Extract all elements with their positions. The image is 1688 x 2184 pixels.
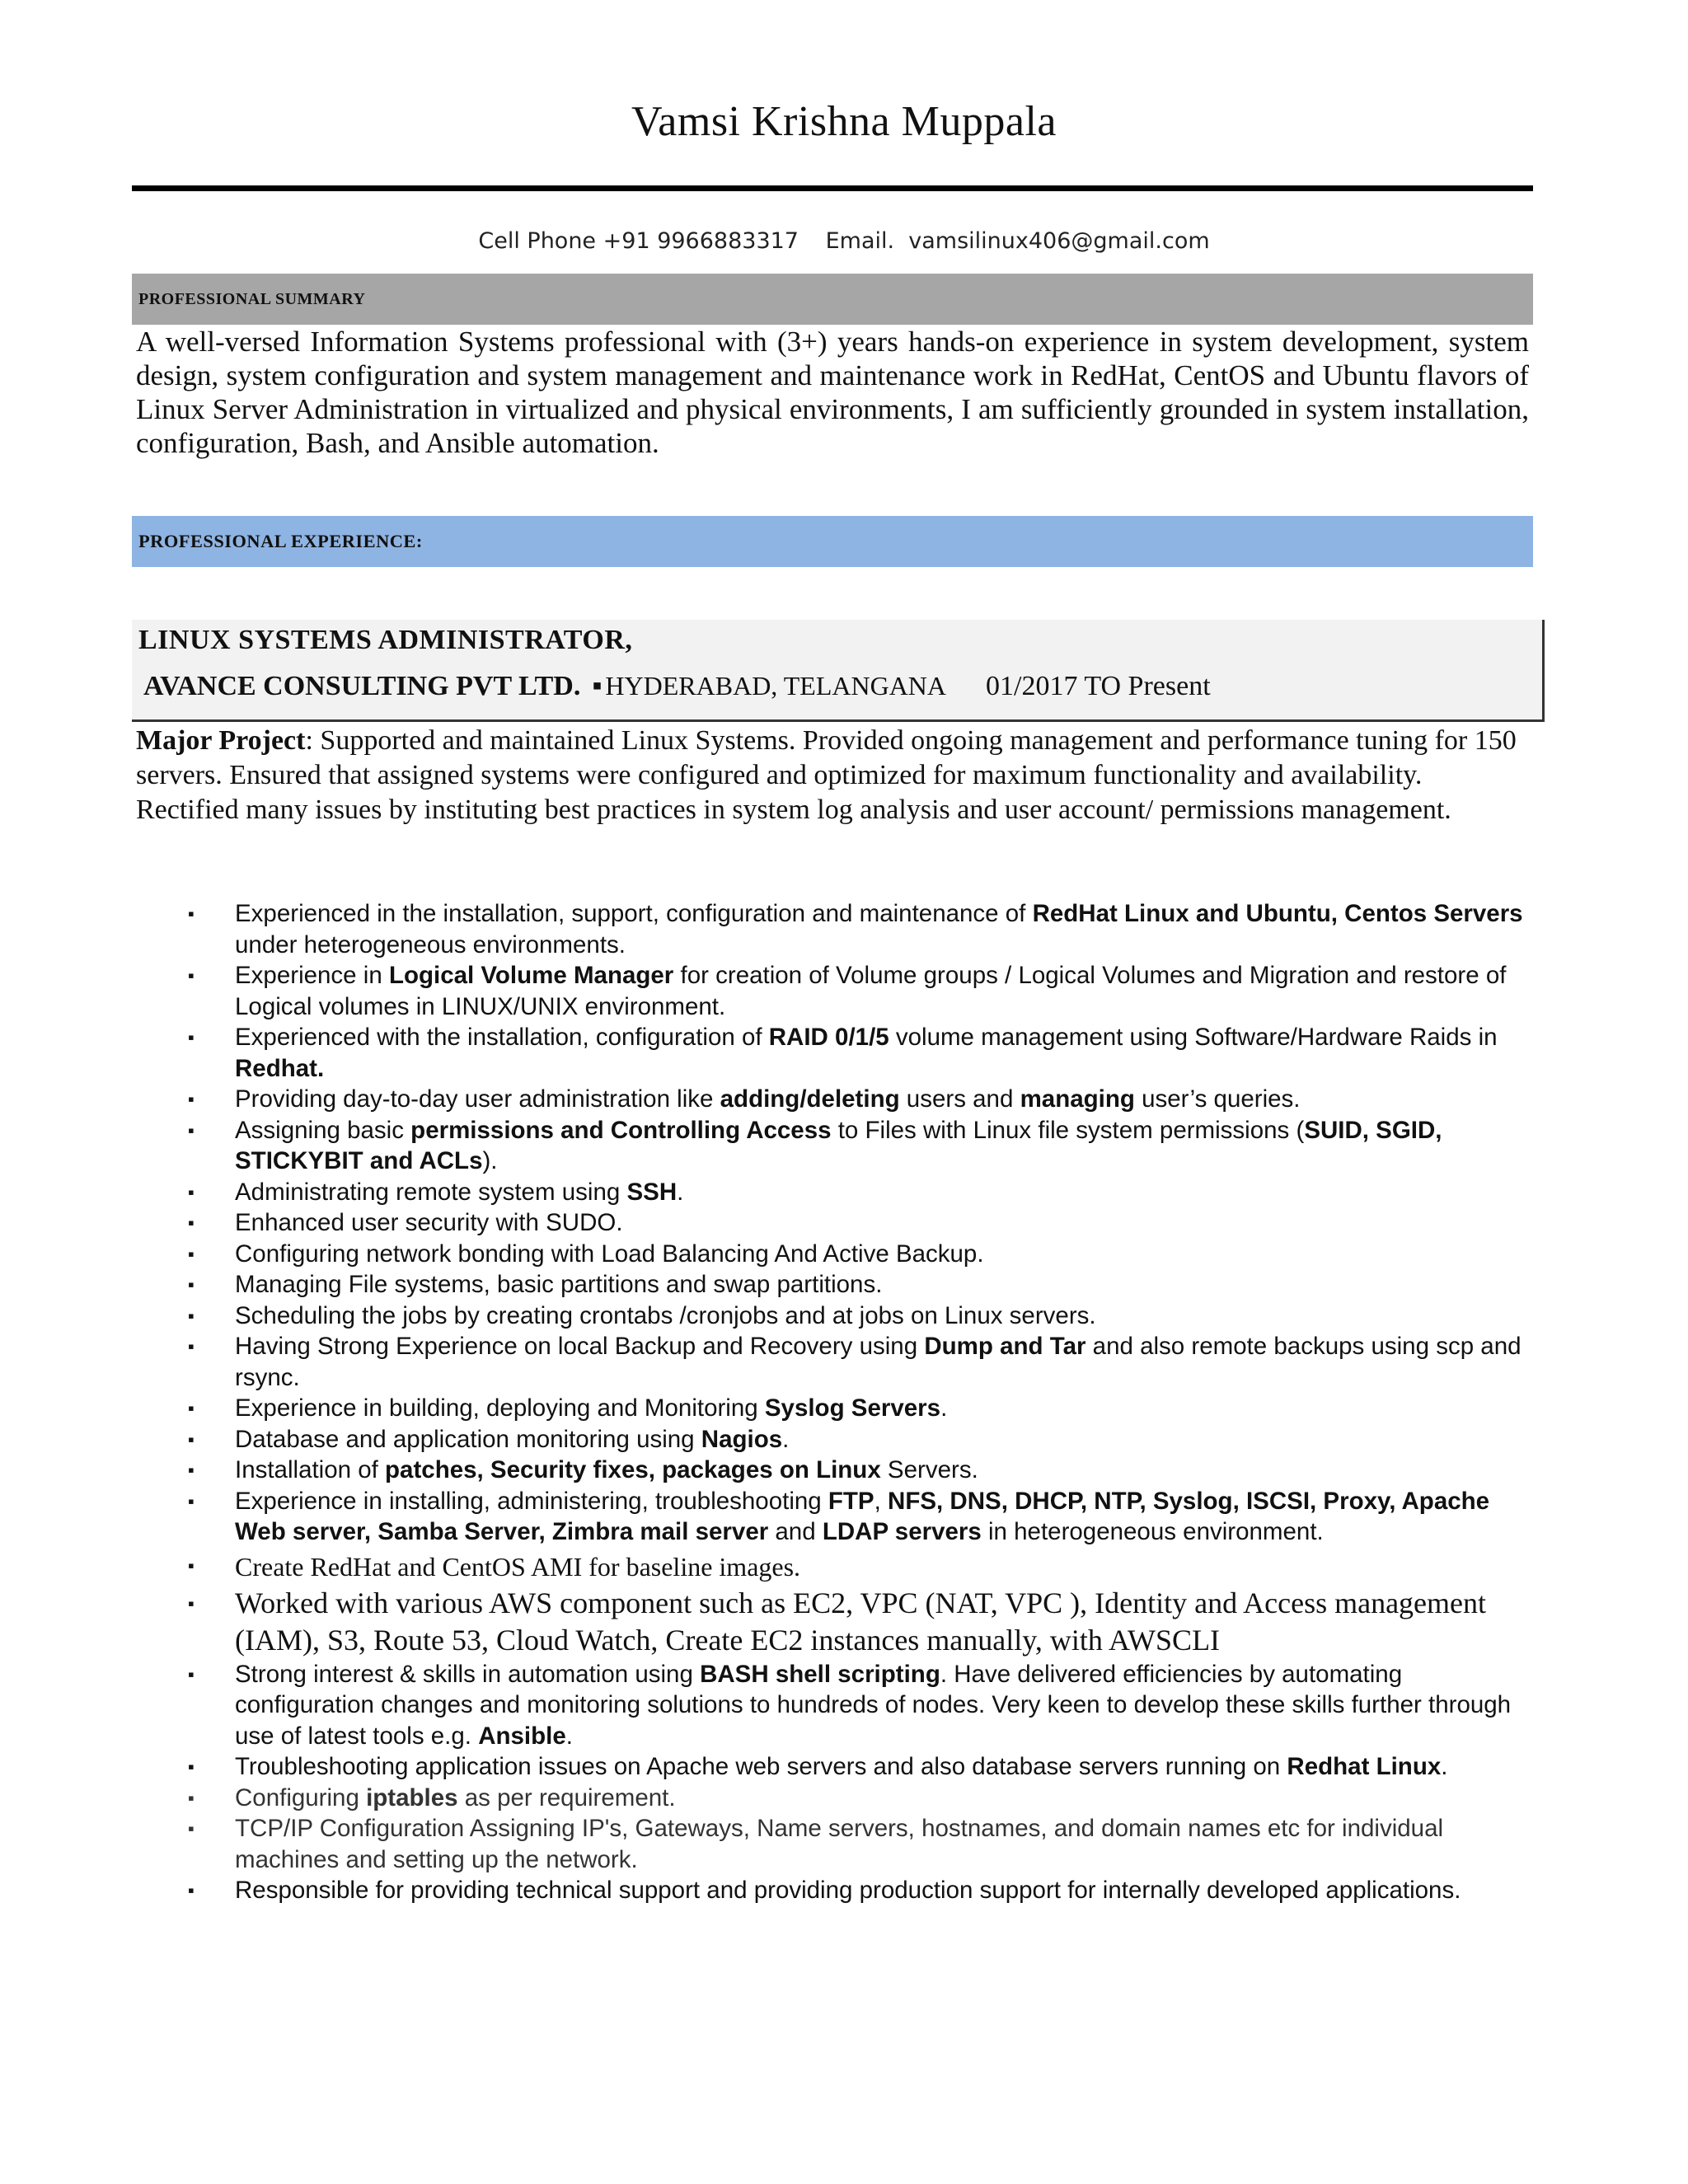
list-item [132, 1548, 1533, 1585]
list-item-text: Assigning basic permissions and Controlling Access to Files with Linux file system permissions (SUID, SGID, STICKYBIT and ACLs). [235, 1116, 1442, 1174]
bullet-marker: ▪ [188, 1592, 195, 1614]
list-item-text: Strong interest & skills in automation using BASH shell scripting. Have delivered efficiencies by automating configuration changes and monitoring solutions to hundreds of nodes. Very keen to develop these skills further through use of latest tools e.g. Ansible. [235, 1660, 1512, 1750]
list-item [132, 1424, 1533, 1455]
list-item-text: Scheduling the jobs by creating crontabs /cronjobs and at jobs on Linux servers. [235, 1301, 1096, 1329]
list-item-text: Experienced in the installation, support, configuration and maintenance of RedHat Linux and Ubuntu, Centos Servers under heterogeneous environments. [235, 900, 1523, 958]
list-item-text: Create RedHat and CentOS AMI for baseline images. [235, 1551, 801, 1582]
bullet-marker: ▪ [188, 1663, 195, 1685]
list-item [132, 898, 1533, 960]
list-item-text: Providing day-to-day user administration like adding/deleting users and managing user’s queries. [235, 1085, 1301, 1113]
bullet-marker: ▪ [188, 1490, 195, 1511]
contact-line [0, 228, 1688, 254]
bullet-marker: ▪ [188, 1398, 195, 1418]
bullet-marker: ▪ [188, 1756, 195, 1777]
job-title: LINUX SYSTEMS ADMINISTRATOR, [138, 625, 633, 655]
list-item [132, 1486, 1533, 1548]
header-rule [132, 185, 1533, 191]
list-item [132, 1022, 1533, 1084]
summary-heading: PROFESSIONAL SUMMARY [138, 290, 366, 308]
list-item [132, 1783, 1533, 1814]
bullet-marker: ▪ [188, 1089, 195, 1109]
list-item [132, 1585, 1533, 1659]
summary-heading-band [132, 274, 1533, 325]
list-item-text: Responsible for providing technical support and providing production support for internally developed applications. [235, 1877, 1461, 1904]
job-header [132, 620, 1545, 722]
bullet-marker: ▪ [188, 1119, 195, 1141]
major-project [136, 724, 1529, 827]
bullet-marker: ▪ [188, 1243, 195, 1264]
list-item [132, 1393, 1533, 1424]
bullet-marker: ▪ [188, 1305, 195, 1326]
bullet-marker: ▪ [188, 1212, 195, 1233]
email-address[interactable]: vamsilinux406@gmail.com [908, 228, 1210, 254]
bullet-marker: ▪ [188, 1336, 195, 1357]
list-item [132, 1331, 1533, 1393]
email-label: Email. [825, 228, 895, 254]
list-item-text: Experienced with the installation, configuration of RAID 0/1/5 volume management using Software/Hardware Raids in Redhat. [235, 1024, 1498, 1082]
list-item [132, 1269, 1533, 1301]
list-item [132, 1084, 1533, 1115]
job-location: HYDERABAD, TELANGANA [605, 671, 947, 701]
list-item [132, 1875, 1533, 1906]
bullet-marker: ▪ [188, 1428, 195, 1450]
list-item-text: Experience in building, deploying and Monitoring Syslog Servers. [235, 1394, 948, 1422]
list-item [132, 1239, 1533, 1270]
list-item-text: Worked with various AWS component such as EC2, VPC (NAT, VPC ), Identity and Access management (IAM), S3, Route 53, Cloud Watch, Create EC2 instances manually, with AWSCLI [235, 1586, 1487, 1657]
phone-number: +91 9966883317 [603, 228, 799, 254]
bullet-marker: ▪ [188, 1027, 195, 1047]
list-item-text: Configuring network bonding with Load Balancing And Active Backup. [235, 1240, 984, 1268]
phone-label: Cell Phone [478, 228, 597, 254]
phone-group [478, 228, 799, 254]
bullet-marker: ▪ [188, 965, 195, 986]
list-item-text: Experience in installing, administering, troubleshooting FTP, NFS, DNS, DHCP, NTP, Syslog, ISCSI, Proxy, Apache Web server, Samba Server, Zimbra mail server and LDAP servers in heterogeneous environment. [235, 1487, 1490, 1545]
bullet-marker: ▪ [188, 903, 195, 924]
list-item [132, 1751, 1533, 1783]
bullet-marker: ▪ [188, 1181, 195, 1202]
list-item-text: Database and application monitoring using Nagios. [235, 1425, 790, 1453]
bullet-marker: ▪ [188, 1787, 195, 1808]
bullet-separator: ▪ [592, 671, 603, 701]
bullet-marker: ▪ [188, 1274, 195, 1295]
list-item-text: TCP/IP Configuration Assigning IP's, Gateways, Name servers, hostnames, and domain names etc for individual machines and setting up the network. [235, 1815, 1444, 1873]
list-item-text: Administrating remote system using SSH. [235, 1178, 684, 1206]
list-item-text: Installation of patches, Security fixes, packages on Linux Servers. [235, 1456, 978, 1483]
responsibilities-list [132, 898, 1533, 1906]
bullet-marker: ▪ [188, 1460, 195, 1480]
list-item-text: Experience in Logical Volume Manager for creation of Volume groups / Logical Volumes and Migration and restore of Logical volumes in LINUX/UNIX environment. [235, 962, 1507, 1020]
job-dates: 01/2017 TO Present [986, 671, 1211, 701]
experience-heading-band [132, 516, 1533, 567]
job-company-line [143, 671, 1211, 702]
list-item-text: Managing File systems, basic partitions and swap partitions. [235, 1271, 883, 1298]
list-item [132, 960, 1533, 1022]
list-item [132, 1207, 1533, 1239]
project-text: : Supported and maintained Linux Systems. Provided ongoing management and performance tuning for 150 servers. Ensured that assigned systems were configured and optimized for maximum functionality and availability. Rectified many issues by instituting best practices in system log analysis and user account/ permissions management. [136, 725, 1517, 825]
summary-text: A well-versed Information Systems professional with (3+) years hands-on experience in system development, system design, system configuration and system management and maintenance work in RedHat, CentOS and Ubuntu flavors of Linux Server Administration in virtualized and physical environments, I am sufficiently grounded in system installation, configuration, Bash, and Ansible automation. [136, 326, 1529, 459]
list-item-text: Having Strong Experience on local Backup and Recovery using Dump and Tar and also remote backups using scp and rsync. [235, 1333, 1522, 1391]
bullet-marker: ▪ [188, 1818, 195, 1839]
list-item [132, 1659, 1533, 1752]
list-item [132, 1455, 1533, 1486]
email-group [826, 228, 1210, 254]
list-item-text: Troubleshooting application issues on Apache web servers and also database servers running on Redhat Linux. [235, 1753, 1448, 1780]
list-item [132, 1813, 1533, 1875]
bullet-marker: ▪ [188, 1880, 195, 1900]
list-item-text: Configuring iptables as per requirement. [235, 1783, 676, 1811]
candidate-name: Vamsi Krishna Muppala [631, 98, 1057, 145]
list-item [132, 1115, 1533, 1177]
experience-heading: PROFESSIONAL EXPERIENCE: [138, 531, 423, 551]
company-name: AVANCE CONSULTING PVT LTD. [143, 671, 581, 701]
project-label: Major Project [136, 725, 306, 756]
list-item [132, 1177, 1533, 1208]
list-item [132, 1301, 1533, 1332]
list-item-text: Enhanced user security with SUDO. [235, 1209, 623, 1236]
bullet-marker: ▪ [188, 1554, 195, 1576]
